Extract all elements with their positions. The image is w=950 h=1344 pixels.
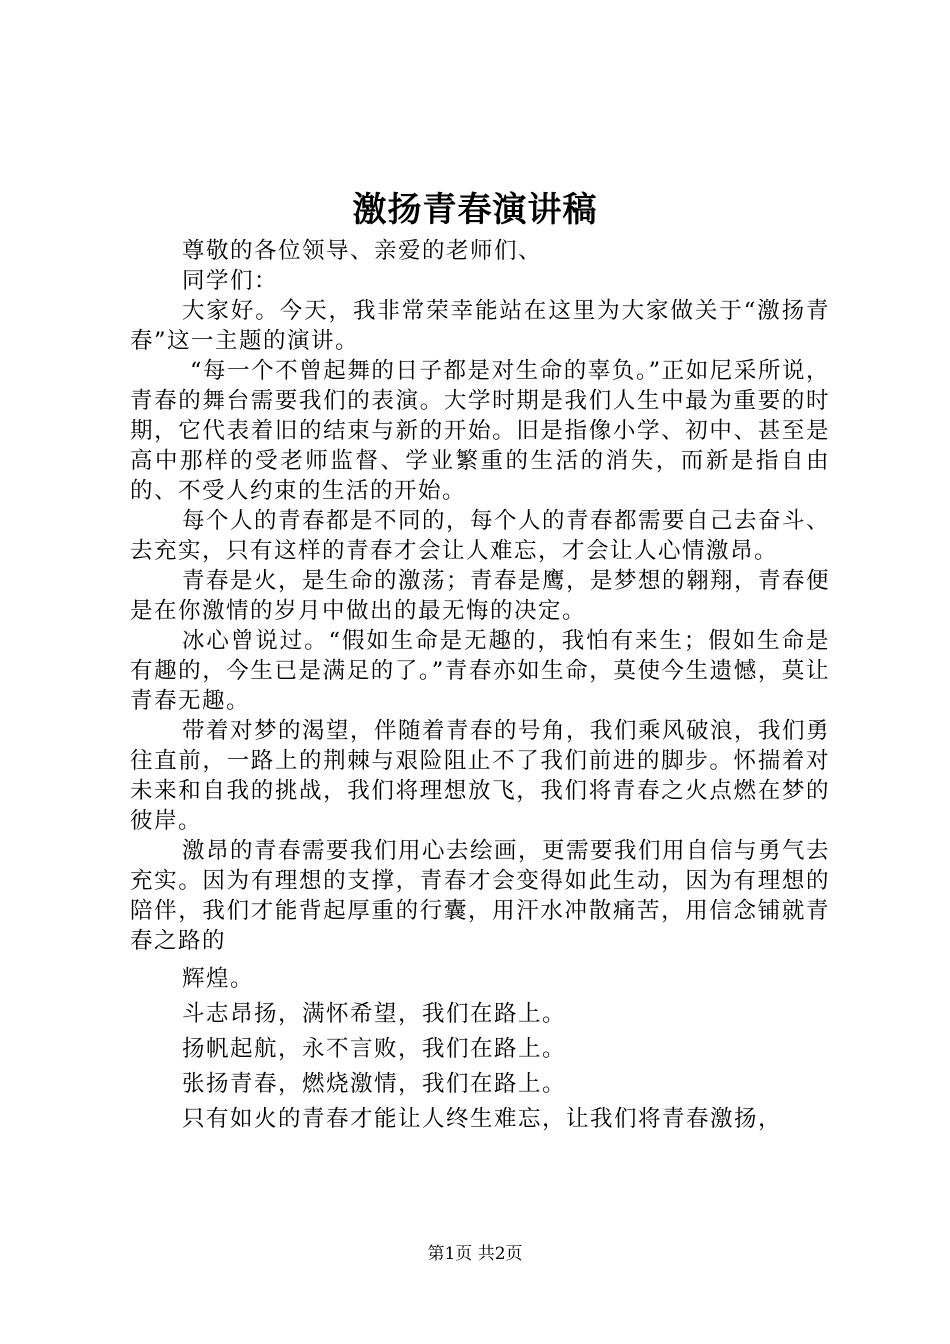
paragraph: 大家好。今天，我非常荣幸能站在这里为大家做关于“激扬青春”这一主题的演讲。 — [130, 298, 830, 354]
document-body — [130, 236, 830, 1134]
paragraph: 激昂的青春需要我们用心去绘画，更需要我们用自信与勇气去充实。因为有理想的支撑，青春才会变得如此生动，因为有理想的陪伴，我们才能背起厚重的行囊，用汗水冲散痛苦，用信念铺就青春之路的 — [130, 838, 831, 954]
paragraph: 冰心曾说过。“假如生命是无趣的，我怕有来生；假如生命是有趣的，今生已是满足的了。”青春亦如生命，莫使今生遗憾，莫让青春无趣。 — [130, 628, 830, 714]
paragraph: 只有如火的青春才能让人终生难忘，让我们将青春激扬， — [182, 1106, 783, 1132]
paragraph: 扬帆起航，永不言败，我们在路上。 — [182, 1036, 567, 1062]
paragraph: 张扬青春，燃烧激情，我们在路上。 — [182, 1071, 567, 1097]
document-title: 激扬青春演讲稿 — [352, 190, 598, 230]
paragraph-salutation-2: 同学们： — [182, 268, 279, 294]
page-footer: 第1页 共2页 — [427, 1244, 523, 1264]
paragraph: 带着对梦的渴望，伴随着青春的号角，我们乘风破浪，我们勇往直前，一路上的荆棘与艰险阻止不了我们前进的脚步。怀揣着对未来和自我的挑战，我们将理想放飞，我们将青春之火点燃在梦的彼岸。 — [130, 718, 831, 834]
paragraph-salutation: 尊敬的各位领导、亲爱的老师们、 — [182, 238, 543, 264]
paragraph: 斗志昂扬，满怀希望，我们在路上。 — [182, 1001, 567, 1027]
paragraph: 青春是火，是生命的激荡；青春是鹰，是梦想的翱翔，青春便是在你激情的岁月中做出的最无悔的决定。 — [130, 568, 831, 624]
paragraph: 每个人的青春都是不同的，每个人的青春都需要自己去奋斗、去充实，只有这样的青春才会让人难忘，才会让人心情激昂。 — [130, 508, 831, 564]
paragraph: “每一个不曾起舞的日子都是对生命的辜负。”正如尼采所说，青春的舞台需要我们的表演。大学时期是我们人生中最为重要的时期，它代表着旧的结束与新的开始。旧是指像小学、初中、甚至是高中那样的受老师监督、学业繁重的生活的消失，而新是指自由的、不受人约束的生活的开始。 — [130, 358, 830, 504]
paragraph: 辉煌。 — [182, 966, 255, 992]
